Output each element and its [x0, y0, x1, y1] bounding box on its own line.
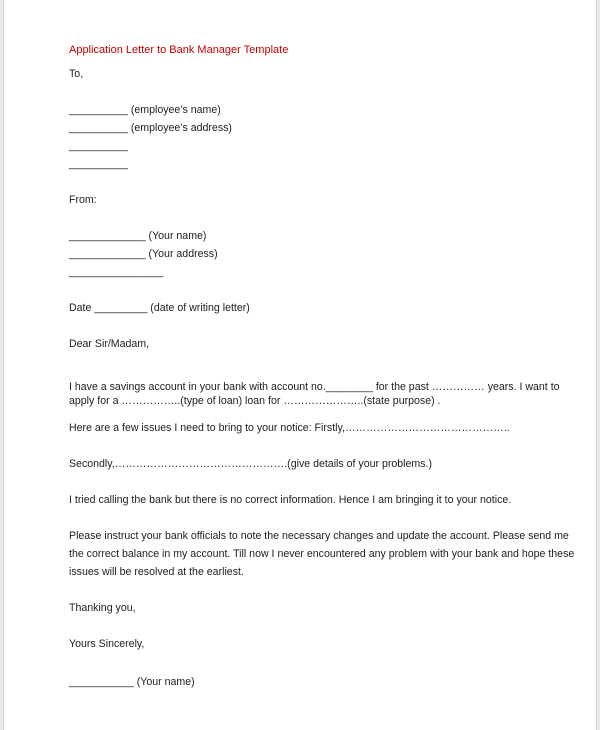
- from-name-line: _____________ (Your name): [69, 230, 207, 242]
- from-address-line: _____________ (Your address): [69, 248, 218, 260]
- to-blank-line: __________: [69, 140, 128, 152]
- closing-line: Yours Sincerely,: [69, 638, 145, 650]
- to-name-line: __________ (employee’s name): [69, 104, 221, 116]
- paragraph-3: Secondly,………………………………………….(give details of your problems.): [69, 458, 433, 470]
- from-label: From:: [69, 194, 97, 206]
- to-address-line: __________ (employee’s address): [69, 122, 232, 134]
- salutation: Dear Sir/Madam,: [69, 338, 150, 350]
- paragraph-5-line-2: the correct balance in my account. Till now I never encountered any problem with your bank and hope these: [69, 548, 575, 560]
- paragraph-1-line-2: apply for a ……………..(type of loan) loan for …………………..(state purpose) .: [69, 395, 441, 407]
- signature-line: ___________ (Your name): [69, 676, 195, 688]
- to-label: To,: [69, 68, 84, 80]
- to-blank-line: __________: [69, 158, 128, 170]
- paragraph-1-line-1: I have a savings account in your bank with account no.________ for the past …………… years. I want to: [69, 381, 560, 393]
- paragraph-2: Here are a few issues I need to bring to your notice: Firstly,………………………………………..: [69, 422, 510, 434]
- date-line: Date _________ (date of writing letter): [69, 302, 250, 314]
- document-page: [3, 0, 597, 730]
- paragraph-5-line-1: Please instruct your bank officials to note the necessary changes and update the account. Please send me: [69, 530, 569, 542]
- from-blank-line: ________________: [69, 266, 164, 278]
- thanks-line: Thanking you,: [69, 602, 136, 614]
- paragraph-5-line-3: issues will be resolved at the earliest.: [69, 566, 244, 578]
- document-title: Application Letter to Bank Manager Template: [69, 44, 289, 56]
- paragraph-4: I tried calling the bank but there is no correct information. Hence I am bringing it to your notice.: [69, 494, 512, 506]
